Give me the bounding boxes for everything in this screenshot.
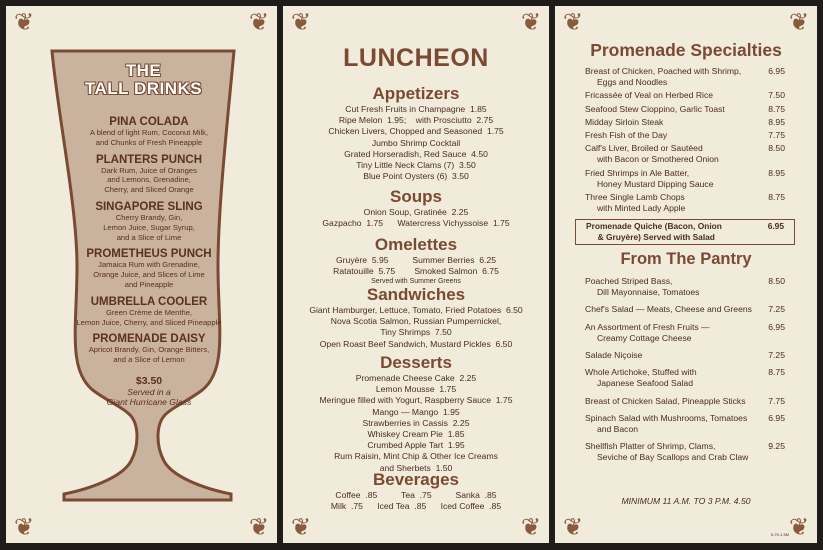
served-note: Served in a xyxy=(127,386,171,397)
menu-line: Tiny Little Neck Clams (7) 3.50 xyxy=(356,160,476,171)
item-name: Promenade Quiche (Bacon, Onion & Gruyère) Served with Salad xyxy=(586,221,722,242)
flourish-ornament-icon: ❦ xyxy=(520,513,542,541)
menu-line: and Sherbets 1.50 xyxy=(379,462,453,473)
specialties-heading: Promenade Specialties xyxy=(590,40,782,60)
flourish-ornament-icon: ❦ xyxy=(520,8,542,36)
item-price: 9.25 xyxy=(768,441,785,452)
item-price: 6.95 xyxy=(768,321,785,332)
menu-line: Milk .75 Iced Tea .85 Iced Coffee .85 xyxy=(330,501,502,512)
menu-line: Onion Soup, Gratinée 2.25 xyxy=(363,207,469,217)
menu-item xyxy=(585,66,785,88)
item-name: Fresh Fish of the Day xyxy=(585,130,668,141)
sandwiches-section xyxy=(283,285,549,350)
drink-description: Jamaica Rum with Grenadine, xyxy=(98,260,200,270)
menu-line: Lemon Mousse 1.75 xyxy=(375,384,457,395)
item-name: Seafood Stew Cioppino, Garlic Toast xyxy=(585,103,725,114)
item-name: Spinach Salad with Mushrooms, Tomatoes and Bacon xyxy=(585,412,748,435)
item-price: 8.75 xyxy=(768,103,785,114)
menu-item xyxy=(585,276,785,298)
item-price: 8.95 xyxy=(768,116,785,127)
menu-line: Promenade Cheese Cake 2.25 xyxy=(355,373,477,383)
flourish-ornament-icon: ❦ xyxy=(290,513,312,541)
drink-description: A blend of light Rum, Coconut Milk, xyxy=(89,128,209,137)
menu-item xyxy=(585,90,785,101)
item-name: Shellfish Platter of Shrimp, Clams, Seviche of Bay Scallops and Crab Claw xyxy=(585,441,749,463)
menu-item xyxy=(585,350,785,361)
item-name: Poached Striped Bass, Dill Mayonnaise, Tomatoes xyxy=(585,276,700,298)
drink-name: UMBRELLA COOLER xyxy=(90,295,208,308)
section-heading: Sandwiches xyxy=(366,285,466,304)
item-name: Three Single Lamb Chops with Minted Lady Apple xyxy=(585,192,686,214)
flourish-ornament-icon: ❦ xyxy=(248,513,270,541)
item-name: Chef's Salad — Meats, Cheese and Greens xyxy=(585,304,752,315)
menu-line: Gazpacho 1.75 Watercress Vichyssoise 1.75 xyxy=(322,218,510,229)
item-name: Calf's Liver, Broiled or Sautéed with Bacon or Smothered Onion xyxy=(585,143,719,165)
menu-item xyxy=(585,396,785,407)
omelettes-section xyxy=(283,235,549,286)
title-line: TALL DRINKS xyxy=(84,79,203,98)
menu-line: Open Roast Beef Sandwich, Mustard Pickles 6.50 xyxy=(319,338,513,349)
menu-item xyxy=(585,192,785,214)
drink-description: Dark Rum, Juice of Oranges xyxy=(101,165,197,175)
menu-line: Tiny Shrimps 7.50 xyxy=(380,327,452,338)
flourish-ornament-icon: ❦ xyxy=(13,513,35,541)
drink-description: and Lemons, Grenadine, xyxy=(107,175,191,185)
pantry-list xyxy=(585,276,785,464)
menu-item xyxy=(585,441,785,463)
item-price: 6.95 xyxy=(768,412,785,423)
section-heading: Beverages xyxy=(372,470,459,489)
flourish-ornament-icon: ❦ xyxy=(788,8,810,36)
flourish-ornament-icon: ❦ xyxy=(562,8,584,36)
menu-item xyxy=(585,367,785,389)
title-line: THE xyxy=(125,61,162,80)
flourish-ornament-icon: ❦ xyxy=(248,8,270,36)
item-name: Fried Shrimps in Ale Batter, Honey Mustard Dipping Sauce xyxy=(585,167,714,189)
section-heading: Soups xyxy=(390,187,442,206)
soups-section xyxy=(283,187,549,229)
quiche-box xyxy=(575,219,795,245)
flourish-ornament-icon: ❦ xyxy=(290,8,312,36)
menu-line: Jumbo Shrimp Cocktail xyxy=(371,137,461,148)
item-name: Fricassée of Veal on Herbed Rice xyxy=(585,90,714,101)
drink-description: Lemon Juice, Sugar Syrup, xyxy=(103,222,195,232)
section-heading: Omelettes xyxy=(374,235,458,254)
drink-name: PROMETHEUS PUNCH xyxy=(86,248,212,261)
drink-description: and Pineapple xyxy=(124,279,174,289)
item-price: 6.95 xyxy=(768,66,785,76)
menu-item xyxy=(585,413,785,435)
drink-name: PROMENADE DAISY xyxy=(92,333,206,346)
minimum-charge: MINIMUM 11 A.M. TO 3 P.M. 4.50 xyxy=(621,496,751,506)
item-price: 8.50 xyxy=(768,143,785,154)
tall-drinks-panel xyxy=(6,6,277,543)
item-name: Whole Artichoke, Stuffed with Japanese Seafood Salad xyxy=(585,367,697,389)
drink-description: Apricot Brandy, Gin, Orange Bitters, xyxy=(88,345,210,355)
menu-item xyxy=(585,104,785,115)
menu-lines xyxy=(283,305,549,350)
drink-description: Lemon Juice, Cherry, and Sliced Pineapple xyxy=(76,317,222,327)
luncheon-panel xyxy=(283,6,549,543)
menu-line: Mango — Mango 1.95 xyxy=(372,406,460,417)
flourish-ornament-icon: ❦ xyxy=(13,8,35,36)
drink-description: Orange Juice, and Slices of Lime xyxy=(93,270,205,280)
menu-line: Chicken Livers, Chopped and Seasoned 1.75 xyxy=(328,126,504,137)
menu-line: Whiskey Cream Pie 1.85 xyxy=(367,429,465,440)
section-heading: Appetizers xyxy=(372,84,460,103)
drink-description: Cherry Brandy, Gin, xyxy=(115,212,183,222)
menu-line: Ratatouille 5.75 Smoked Salmon 6.75 xyxy=(333,266,499,277)
menu-line: Crumbed Apple Tart 1.95 xyxy=(367,440,465,451)
item-name: An Assortment of Fresh Fruits — Creamy Cottage Cheese xyxy=(585,321,710,343)
menu-line: Nova Scotia Salmon, Russian Pumpernickel, xyxy=(330,316,502,327)
section-heading: Desserts xyxy=(380,353,452,372)
drinks-list xyxy=(74,110,224,407)
menu-line: Blue Point Oysters (6) 3.50 xyxy=(363,171,469,182)
menu-lines xyxy=(283,207,549,229)
menu-item xyxy=(585,117,785,128)
specialties-panel xyxy=(555,6,817,543)
item-price: 6.95 xyxy=(767,221,784,231)
item-price: 7.75 xyxy=(768,130,785,141)
item-name: Midday Sirloin Steak xyxy=(585,116,664,127)
menu-item xyxy=(585,304,785,315)
menu-lines xyxy=(283,255,549,277)
drink-description: and a Slice of Lime xyxy=(116,232,182,242)
item-price: 8.50 xyxy=(768,276,785,286)
drink-description: and Chunks of Fresh Pineapple xyxy=(95,137,203,147)
menu-line: Coffee .85 Tea .75 Sanka .85 xyxy=(335,490,497,500)
menu-lines xyxy=(283,490,549,512)
item-name: Breast of Chicken, Poached with Shrimp, Eggs and Noodles xyxy=(585,66,742,88)
item-price: 7.75 xyxy=(768,395,785,406)
item-name: Breast of Chicken Salad, Pineapple Sticks xyxy=(585,395,746,406)
drink-name: PINA COLADA xyxy=(109,116,189,128)
menu-item xyxy=(585,168,785,190)
specialties-list xyxy=(585,66,785,214)
menu-line: Strawberries in Cassis 2.25 xyxy=(362,417,470,428)
item-name: Salade Niçoise xyxy=(585,350,643,361)
menu-line: Rum Raisin, Mint Chip & Other Ice Creams xyxy=(334,451,498,462)
item-price: 7.25 xyxy=(768,304,785,315)
item-price: 8.75 xyxy=(768,367,785,378)
menu-line: Gruyère 5.95 Summer Berries 6.25 xyxy=(336,255,496,265)
item-price: 7.50 xyxy=(768,90,785,101)
appetizers-section xyxy=(283,84,549,182)
drink-description: Cherry, and Sliced Orange xyxy=(104,185,194,195)
beverages-section xyxy=(283,470,549,512)
item-price: 7.25 xyxy=(768,350,785,361)
menu-line: Grated Horseradish, Red Sauce 4.50 xyxy=(344,148,488,159)
menu-line: Cut Fresh Fruits in Champagne 1.85 xyxy=(345,104,487,114)
menu-line: Ripe Melon 1.95; with Prosciutto 2.75 xyxy=(338,115,494,126)
flourish-ornament-icon: ❦ xyxy=(788,513,810,541)
drink-name: SINGAPORE SLING xyxy=(95,200,203,213)
menu-lines xyxy=(283,373,549,474)
menu-lines xyxy=(283,104,549,182)
item-price: 8.95 xyxy=(768,167,785,178)
drink-name: PLANTERS PUNCH xyxy=(95,153,203,166)
drink-description: and a Slice of Lemon xyxy=(113,355,185,365)
print-code: 5-79-1.5M xyxy=(770,532,789,537)
menu-line: Giant Hamburger, Lettuce, Tomato, Fried Potatoes 6.50 xyxy=(309,305,523,315)
menu-item xyxy=(585,322,785,344)
desserts-section xyxy=(283,353,549,474)
menu-note: Served with Summer Greens xyxy=(371,278,461,286)
flourish-ornament-icon: ❦ xyxy=(562,513,584,541)
menu-item xyxy=(585,130,785,141)
drink-description: Green Crème de Menthe, xyxy=(105,307,193,317)
menu-item xyxy=(585,143,785,165)
menu-item xyxy=(586,221,784,243)
pantry-heading: From The Pantry xyxy=(620,250,752,268)
drink-price: $3.50 xyxy=(135,374,163,387)
item-price: 8.75 xyxy=(768,192,785,203)
tall-drinks-title xyxy=(66,62,221,98)
page-title: LUNCHEON xyxy=(343,44,489,72)
menu-line: Meringue filled with Yogurt, Raspberry Sauce 1.75 xyxy=(319,395,513,406)
served-note: Giant Hurricane Glass xyxy=(106,396,192,407)
